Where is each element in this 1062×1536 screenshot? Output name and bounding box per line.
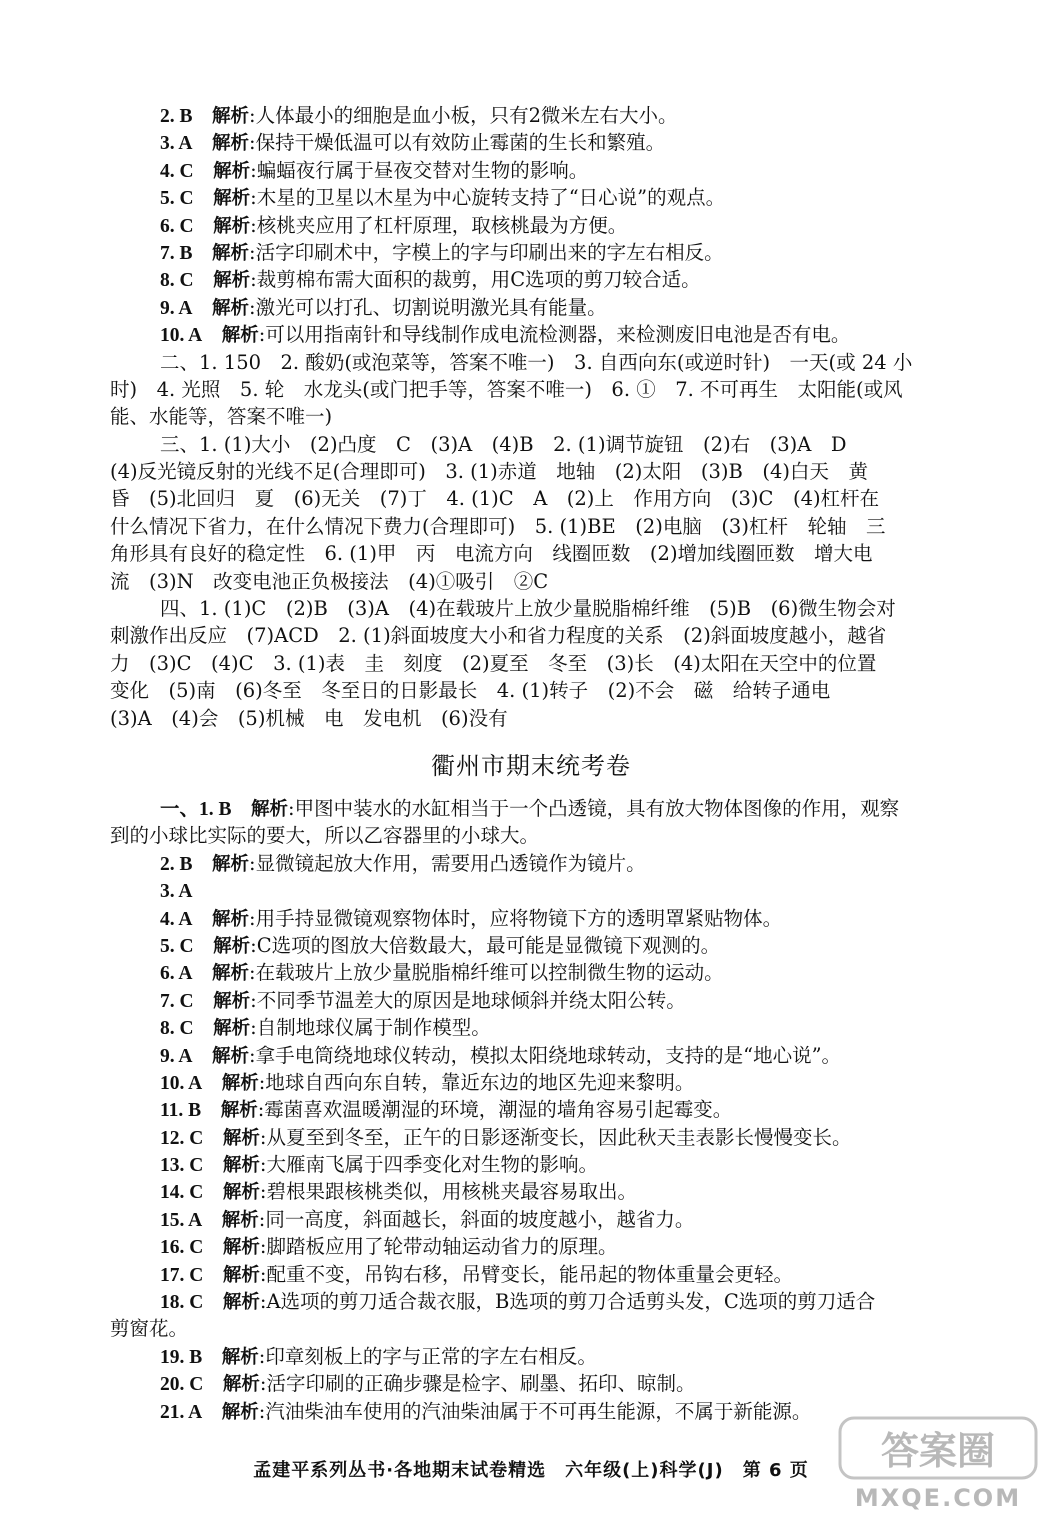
answer-line: 15. A 解析:同一高度，斜面越长，斜面的坡度越小，越省力。	[160, 1207, 695, 1231]
answer-line: 3. A 解析:保持干燥低温可以有效防止霉菌的生长和繁殖。	[160, 131, 666, 155]
watermark-top-text: 答案圈	[880, 1429, 996, 1473]
answer-line: 4. C 解析:蝙蝠夜行属于昼夜交替对生物的影响。	[160, 158, 589, 182]
answer-line: 2. B 解析:显微镜起放大作用，需要用凸透镜作为镜片。	[160, 851, 646, 875]
watermark-logo	[834, 1414, 1044, 1514]
answer-line: 7. C 解析:不同季节温差大的原因是地球倾斜并绕太阳公转。	[160, 988, 686, 1012]
section-title: 衢州市期末统考卷	[431, 752, 631, 780]
answer-line: 5. C 解析:木星的卫星以木星为中心旋转支持了“日心说”的观点。	[160, 186, 726, 210]
answer-line: 18. C 解析:A选项的剪刀适合裁衣服，B选项的剪刀合适剪头发，C选项的剪刀适合	[160, 1290, 876, 1314]
answer-line: 9. A 解析:拿手电筒绕地球仪转动，模拟太阳绕地球转动，支持的是“地心说”。	[160, 1043, 842, 1067]
answer-line: 11. B 解析:霉菌喜欢温暖潮湿的环境，潮湿的墙角容易引起霉变。	[160, 1098, 733, 1122]
part3-line: 角形具有良好的稳定性 6. (1)甲 丙 电流方向 线圈匝数 (2)增加线圈匝数 增大电	[110, 542, 873, 566]
answer-line: 7. B 解析:活字印刷术中，字模上的字与印刷出来的字左右相反。	[160, 240, 724, 264]
answer-line: 17. C 解析:配重不变，吊钩右移，吊臂变长，能吊起的物体重量会更轻。	[160, 1262, 793, 1286]
answer-line: 8. C 解析:裁剪棉布需大面积的裁剪，用C选项的剪刀较合适。	[160, 268, 701, 292]
page-footer: 孟建平系列丛书·各地期末试卷精选 六年级(上)科学(J) 第 6 页	[253, 1460, 809, 1481]
part4-line: 刺激作出反应 (7)ACD 2. (1)斜面坡度大小和省力程度的关系 (2)斜面坡度越小，越省	[110, 624, 887, 648]
section-answers	[110, 795, 990, 1425]
answer-line: 13. C 解析:大雁南飞属于四季变化对生物的影响。	[160, 1153, 598, 1177]
answer-continuation: 到的小球比实际的要大，所以乙容器里的小球大。	[110, 824, 540, 848]
answer-line: 12. C 解析:从夏至到冬至，正午的日影逐渐变长，因此秋天圭表影长慢慢变长。	[160, 1125, 852, 1149]
answer-continuation: 剪窗花。	[110, 1317, 189, 1341]
answer-line: 3. A	[160, 881, 193, 903]
answer-line: 14. C 解析:碧根果跟核桃类似，用核桃夹最容易取出。	[160, 1180, 637, 1204]
part2-line: 时) 4. 光照 5. 轮 水龙头(或门把手等，答案不唯一) 6. ① 7. 不可再生 太阳能(或风	[110, 377, 903, 401]
watermark-bottom-text: MXQE.COM	[854, 1484, 1022, 1512]
answer-line: 10. A 解析:可以用指南针和导线制作成电流检测器，来检测废旧电池是否有电。	[160, 323, 851, 347]
answer-line: 6. C 解析:核桃夹应用了杠杆原理，取核桃最为方便。	[160, 213, 628, 237]
part2-line: 二、1. 150 2. 酸奶(或泡菜等，答案不唯一) 3. 自西向东(或逆时针) 一天(或 24 小	[160, 350, 913, 374]
part3-line: 三、1. (1)大小 (2)凸度 C (3)A (4)B 2. (1)调节旋钮 (2)右 (3)A D	[160, 432, 847, 456]
answer-line: 一、1. B 解析:甲图中装水的水缸相当于一个凸透镜，具有放大物体图像的作用，观察	[160, 797, 900, 820]
answer-line: 19. B 解析:印章刻板上的字与正常的字左右相反。	[160, 1344, 597, 1368]
part1-answers	[110, 102, 990, 732]
answer-line: 9. A 解析:激光可以打孔、切割说明激光具有能量。	[160, 295, 607, 319]
part3-line: 昏 (5)北回归 夏 (6)无关 (7)丁 4. (1)C A (2)上 作用方向 (3)C (4)杠杆在	[110, 487, 880, 511]
answer-line: 10. A 解析:地球自西向东自转，靠近东边的地区先迎来黎明。	[160, 1070, 695, 1094]
part2-line: 能、水能等，答案不唯一)	[110, 405, 333, 429]
answer-line: 5. C 解析:C选项的图放大倍数最大，最可能是显微镜下观测的。	[160, 933, 721, 957]
answer-line: 16. C 解析:脚踏板应用了轮带动轴运动省力的原理。	[160, 1235, 618, 1259]
part4-line: 变化 (5)南 (6)冬至 冬至日的日影最长 4. (1)转子 (2)不会 磁 给转子通电	[110, 679, 831, 703]
answer-line: 21. A 解析:汽油柴油车使用的汽油柴油属于不可再生能源，不属于新能源。	[160, 1399, 812, 1423]
part4-line: 力 (3)C (4)C 3. (1)表 圭 刻度 (2)夏至 冬至 (3)长 (4)太阳在天空中的位置	[110, 651, 877, 675]
part4-line: (3)A (4)会 (5)机械 电 发电机 (6)没有	[110, 706, 508, 730]
answer-line: 2. B 解析:人体最小的细胞是血小板，只有2微米左右大小。	[160, 104, 678, 127]
answer-line: 20. C 解析:活字印刷的正确步骤是检字、刷墨、拓印、晾制。	[160, 1372, 696, 1396]
part3-line: (4)反光镜反射的光线不足(合理即可) 3. (1)赤道 地轴 (2)太阳 (3)B (4)白天 黄	[110, 460, 868, 484]
answer-line: 4. A 解析:用手持显微镜观察物体时，应将物镜下方的透明罩紧贴物体。	[160, 906, 783, 930]
part3-line: 什么情况下省力，在什么情况下费力(合理即可) 5. (1)BE (2)电脑 (3)杠杆 轮轴 三	[110, 514, 886, 538]
answer-line: 6. A 解析:在载玻片上放少量脱脂棉纤维可以控制微生物的运动。	[160, 961, 724, 985]
answer-line: 8. C 解析:自制地球仪属于制作模型。	[160, 1016, 491, 1040]
part4-line: 四、1. (1)C (2)B (3)A (4)在载玻片上放少量脱脂棉纤维 (5)B (6)微生物会对	[160, 597, 896, 621]
part3-line: 流 (3)N 改变电池正负极接法 (4)①吸引 ②C	[110, 569, 549, 593]
